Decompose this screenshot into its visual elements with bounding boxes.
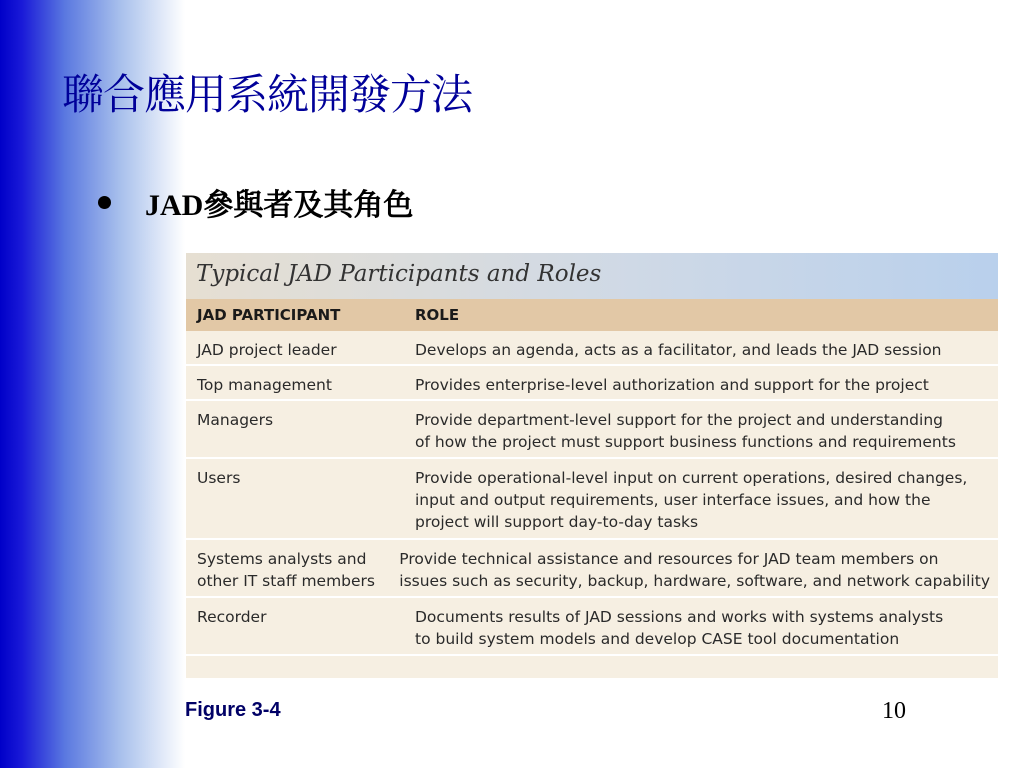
- bullet-text: JAD參與者及其角色: [145, 189, 414, 222]
- participant-cell: [186, 366, 415, 399]
- participant-cell: [186, 331, 415, 364]
- slide-title: 聯合應用系統開發方法: [62, 70, 473, 119]
- role-line: issues such as security, backup, hardware, software, and network capability: [399, 572, 990, 590]
- role-line: of how the project must support business functions and requirements: [415, 433, 956, 451]
- participant-line: Managers: [197, 411, 274, 429]
- role-cell: [415, 401, 998, 457]
- table-row: [186, 598, 998, 656]
- role-line: Provide technical assistance and resources for JAD team members on: [399, 550, 939, 568]
- role-line: Provide operational-level input on current operations, desired changes,: [415, 469, 968, 487]
- table-row: [186, 366, 998, 401]
- participant-line: Top management: [197, 376, 332, 394]
- participant-line: other IT staff members: [197, 572, 376, 590]
- role-cell: [415, 598, 998, 654]
- figure-caption: Figure 3-4: [185, 699, 281, 721]
- role-line: Develops an agenda, acts as a facilitator, and leads the JAD session: [415, 341, 942, 359]
- role-line: input and output requirements, user interface issues, and how the: [415, 491, 931, 509]
- role-cell: [399, 540, 998, 596]
- page-number: 10: [882, 698, 906, 724]
- table-header: [186, 299, 998, 331]
- participant-cell: [186, 540, 399, 596]
- participant-cell: [186, 459, 415, 538]
- participant-line: Recorder: [197, 608, 267, 626]
- figure-title: Typical JAD Participants and Roles: [186, 253, 998, 299]
- table-row: [186, 401, 998, 459]
- table-row: [186, 331, 998, 366]
- bullet-dot-icon: [98, 196, 111, 209]
- table-row: [186, 459, 998, 540]
- header-role: ROLE: [415, 306, 460, 324]
- participant-cell: [186, 598, 415, 654]
- role-line: Provide department-level support for the project and understanding: [415, 411, 943, 429]
- role-line: to build system models and develop CASE tool documentation: [415, 630, 900, 648]
- table-row: [186, 540, 998, 598]
- role-cell: [415, 459, 998, 538]
- role-cell: [415, 331, 998, 364]
- role-cell: [415, 366, 998, 399]
- role-line: project will support day-to-day tasks: [415, 513, 699, 531]
- bullet-item: [98, 182, 413, 222]
- role-line: Provides enterprise-level authorization and support for the project: [415, 376, 929, 394]
- header-participant: JAD PARTICIPANT: [197, 306, 341, 324]
- role-line: Documents results of JAD sessions and works with systems analysts: [415, 608, 944, 626]
- participant-line: JAD project leader: [197, 341, 337, 359]
- participant-line: Users: [197, 469, 241, 487]
- participant-cell: [186, 401, 415, 457]
- participant-line: Systems analysts and: [197, 550, 367, 568]
- jad-figure: [186, 253, 998, 678]
